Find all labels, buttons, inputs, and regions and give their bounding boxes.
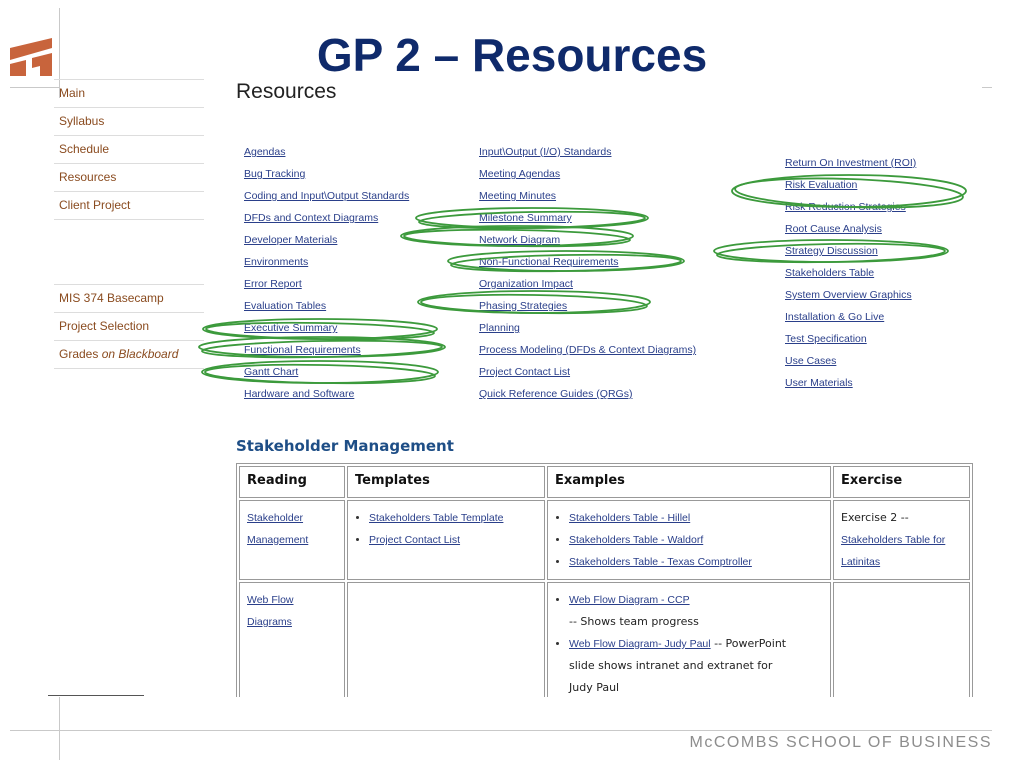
slide-horizontal-rule-right [982,87,992,88]
link-user-materials[interactable]: User Materials [785,377,853,389]
page-heading: Resources [236,80,337,103]
link-coding-standards[interactable]: Coding and Input\Output Standards [244,190,410,202]
link-qrgs[interactable]: Quick Reference Guides (QRGs) [479,388,633,400]
link-text: Stakeholder [247,512,304,524]
link-web-flow-judy-paul[interactable]: Web Flow Diagram- Judy Paul [569,638,711,650]
nav-item-client-project[interactable]: Client Project [54,192,204,220]
resource-column-1 [244,141,409,405]
link-non-functional-requirements[interactable]: Non-Functional Requirements [479,256,619,268]
link-example-texas-comptroller[interactable]: Stakeholders Table - Texas Comptroller [569,556,752,568]
link-project-contact-list[interactable]: Project Contact List [479,366,571,378]
templates-cell [347,500,545,580]
sidebar-nav-main [54,79,204,220]
link-executive-summary[interactable]: Executive Summary [244,322,338,334]
link-example-hillel[interactable]: Stakeholders Table - Hillel [569,512,691,524]
col-header-examples: Examples [547,466,831,498]
link-evaluation-tables[interactable]: Evaluation Tables [244,300,327,312]
link-use-cases[interactable]: Use Cases [785,355,837,367]
link-hardware-software[interactable]: Hardware and Software [244,388,355,400]
example-note: slide shows intranet and extranet for [569,659,773,672]
link-template-contact-list[interactable]: Project Contact List [369,534,461,546]
nav-item-basecamp[interactable]: MIS 374 Basecamp [54,285,204,313]
exercise-cell [833,582,970,716]
link-process-modeling[interactable]: Process Modeling (DFDs & Context Diagrams) [479,344,697,356]
stakeholder-heading: Stakeholder Management [236,437,454,455]
link-network-diagram[interactable]: Network Diagram [479,234,561,246]
table-row [239,582,970,716]
link-text: Diagrams [247,616,292,628]
nav-item-syllabus[interactable]: Syllabus [54,108,204,136]
table-header-row [239,466,970,498]
screenshot-crop-mask [236,697,976,730]
example-note: Judy Paul [569,681,620,694]
link-functional-requirements[interactable]: Functional Requirements [244,344,361,356]
stakeholder-table [236,463,973,719]
resource-column-3 [785,152,916,394]
link-stakeholders-table-template[interactable]: Stakeholders Table Template [369,512,504,524]
exercise-cell [833,500,970,580]
examples-cell [547,582,831,716]
slide-horizontal-rule-left [10,87,60,88]
list-item [569,529,823,551]
link-io-standards[interactable]: Input\Output (I/O) Standards [479,146,612,158]
sidebar-nav-links [54,284,204,369]
col-header-exercise: Exercise [833,466,970,498]
link-bug-tracking[interactable]: Bug Tracking [244,168,306,180]
list-item [569,507,823,529]
grades-label: Grades [59,347,102,361]
nav-item-resources[interactable]: Resources [54,164,204,192]
link-gantt-chart[interactable]: Gantt Chart [244,366,299,378]
link-test-specification[interactable]: Test Specification [785,333,867,345]
table-row [239,500,970,580]
list-item [369,507,537,529]
link-developer-materials[interactable]: Developer Materials [244,234,338,246]
link-roi[interactable]: Return On Investment (ROI) [785,157,917,169]
col-header-reading: Reading [239,466,345,498]
link-stakeholders-table[interactable]: Stakeholders Table [785,267,875,279]
link-text: Latinitas [841,556,881,568]
link-web-flow-diagrams[interactable] [247,594,294,628]
link-environments[interactable]: Environments [244,256,309,268]
link-dfds[interactable]: DFDs and Context Diagrams [244,212,379,224]
link-stakeholder-management[interactable] [247,512,308,546]
link-phasing-strategies[interactable]: Phasing Strategies [479,300,568,312]
nav-item-schedule[interactable]: Schedule [54,136,204,164]
col-header-templates: Templates [347,466,545,498]
list-item [369,529,537,551]
link-web-flow-ccp[interactable]: Web Flow Diagram - CCP [569,594,690,606]
link-text: Web Flow [247,594,294,606]
example-note: -- Shows team progress [569,615,699,628]
example-note: -- PowerPoint [710,637,787,650]
link-system-overview[interactable]: System Overview Graphics [785,289,912,301]
screenshot-edge-line [48,695,144,696]
examples-cell [547,500,831,580]
slide-title: GP 2 – Resources [316,29,708,81]
link-meeting-minutes[interactable]: Meeting Minutes [479,190,557,202]
link-error-report[interactable]: Error Report [244,278,302,290]
link-milestone-summary[interactable]: Milestone Summary [479,212,572,224]
nav-item-grades[interactable] [54,341,204,369]
link-planning[interactable]: Planning [479,322,520,334]
link-risk-reduction[interactable]: Risk Reduction Strategies [785,201,906,213]
exercise-label: Exercise 2 -- [841,511,909,524]
list-item [569,551,823,573]
slide-vertical-rule-bottom [59,697,60,760]
link-example-waldorf[interactable]: Stakeholders Table - Waldorf [569,534,704,546]
nav-item-project-selection[interactable]: Project Selection [54,313,204,341]
resource-column-2 [479,141,696,405]
link-strategy-discussion[interactable]: Strategy Discussion [785,245,878,257]
footer-school-name: McCOMBS SCHOOL OF BUSINESS [689,734,992,751]
footer-rule [10,730,992,731]
link-meeting-agendas[interactable]: Meeting Agendas [479,168,561,180]
link-text: Stakeholders Table for [841,534,946,546]
reading-cell [239,582,345,716]
link-root-cause[interactable]: Root Cause Analysis [785,223,882,235]
link-exercise-latinitas[interactable] [841,534,945,568]
link-agendas[interactable]: Agendas [244,146,286,158]
link-organization-impact[interactable]: Organization Impact [479,278,573,290]
grades-blackboard-label: on Blackboard [101,347,179,361]
list-item [569,633,823,699]
link-installation[interactable]: Installation & Go Live [785,311,885,323]
link-text: Management [247,534,309,546]
templates-cell [347,582,545,716]
nav-item-main[interactable]: Main [54,80,204,108]
list-item [569,589,823,633]
reading-cell [239,500,345,580]
link-risk-evaluation[interactable]: Risk Evaluation [785,179,858,191]
